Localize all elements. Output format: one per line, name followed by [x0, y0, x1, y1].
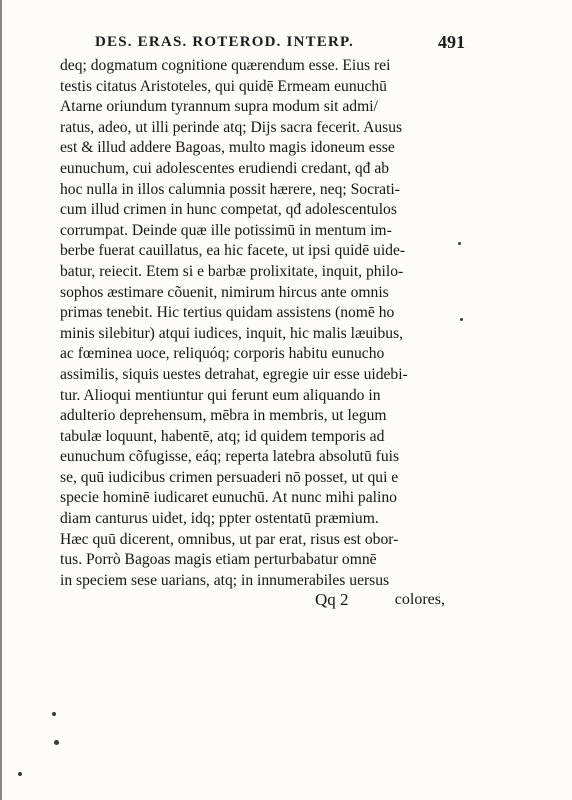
text-line: hoc nulla in illos calumnia possit hærere, neq; Socrati-	[60, 180, 400, 198]
text-line: Atarne oriundum tyrannum supra modum sit admi/	[60, 98, 378, 116]
text-line: cum illud crimen in hunc competat, qđ adolescentulos	[60, 201, 397, 219]
text-line: tus. Porrò Bagoas magis etiam perturbabatur omnē	[60, 551, 377, 569]
text-line: est & illud addere Bagoas, multo magis idoneum esse	[60, 139, 395, 157]
text-line: minis silebitur) atqui iudices, inquit, hic malis læuibus,	[60, 324, 404, 342]
page-header	[95, 32, 465, 54]
gathering-signature: Qq 2	[315, 590, 349, 609]
text-line: eunuchum cõfugisse, eáq; reperta latebra absolutū fuis	[60, 448, 400, 466]
text-line: ratus, adeo, ut illi perinde atq; Dijs sacra fecerit. Ausus	[60, 118, 403, 136]
text-line: primas tenebit. Hic tertius quidam assistens (nomē ho	[60, 304, 395, 322]
text-line: testis citatus Aristoteles, qui quidē Ermeam eunuchū	[60, 77, 387, 95]
text-line: Hæc quū dicerent, omnibus, ut par erat, risus est obor-	[60, 530, 399, 548]
text-line: berbe fuerat cauillatus, ea hic facete, ut ipsi quidē uide-	[60, 242, 406, 260]
ink-spot	[460, 318, 463, 321]
page-number: 491	[438, 32, 465, 52]
text-line: tabulæ loquunt, habentē, atq; id quidem temporis ad	[60, 427, 385, 445]
text-line: ac fœminea uoce, reliquóq; corporis habitu eunucho	[60, 345, 385, 363]
text-line: deq; dogmatum cognitione quærendum esse. Eius rei	[60, 57, 391, 74]
text-line: in speciem sese uarians, atq; in innumerabiles uersus	[60, 571, 390, 589]
text-line: assimilis, siquis uestes detrahat, egregie uir esse uidebi-	[60, 365, 408, 383]
text-line: sophos æstimare cõuenit, nimirum hircus ante omnis	[60, 283, 389, 301]
text-line: adulterio deprehensum, mēbra in membris, ut legum	[60, 407, 387, 425]
text-line: diam canturus uidet, idq; ppter ostentatū præmium.	[60, 510, 379, 528]
catchword: colores,	[394, 591, 445, 608]
text-line: corrumpat. Deinde quæ ille potissimū in mentum im-	[60, 221, 392, 239]
catchline	[60, 590, 445, 612]
text-line: batur, reiecit. Etem si e barbæ prolixitate, inquit, philo-	[60, 262, 404, 280]
text-line: se, quū iudicibus crimen persuaderi nō posset, ut qui e	[60, 468, 399, 486]
page-edge-shadow	[0, 0, 2, 800]
ink-spot	[18, 772, 22, 776]
ink-spot	[458, 242, 461, 245]
text-line: eunuchum, cui adolescentes erudiendi credant, qđ ab	[60, 159, 390, 177]
text-line: specie hominē iudicaret eunuchū. At nunc mihi palino	[60, 489, 397, 507]
running-head: DES. ERAS. ROTEROD. INTERP.	[95, 34, 354, 50]
ink-spot	[52, 712, 56, 716]
ink-spot	[54, 740, 59, 745]
body-text	[60, 56, 445, 591]
text-line: tur. Alioqui mentiuntur qui ferunt eum aliquando in	[60, 386, 381, 404]
